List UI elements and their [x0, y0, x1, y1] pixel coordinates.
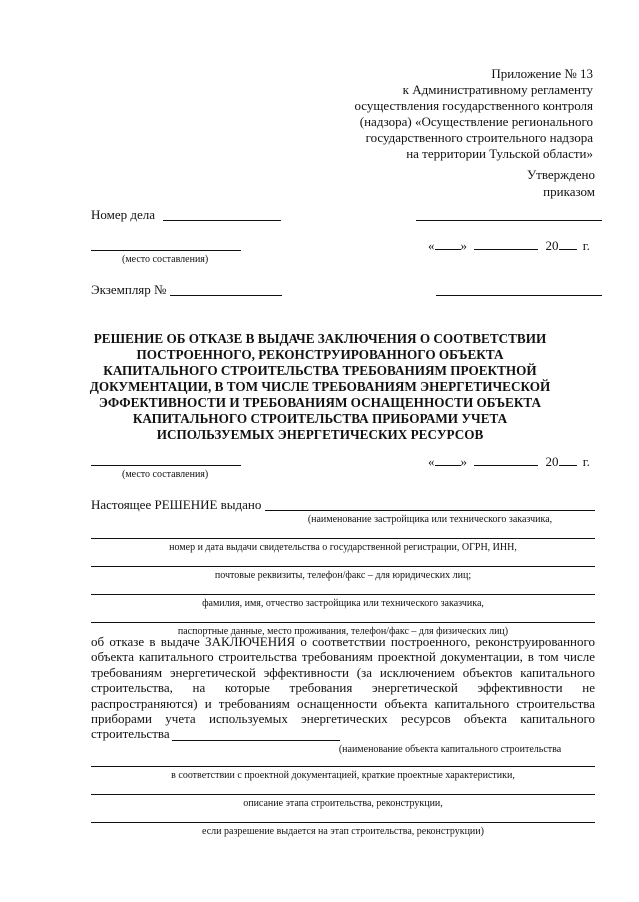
registration-field[interactable]: [91, 538, 595, 539]
open-quote: «: [428, 454, 435, 469]
close-quote: »: [460, 238, 467, 253]
object-name-field[interactable]: [172, 740, 340, 741]
case-number-field[interactable]: [163, 220, 281, 221]
place-field-bottom[interactable]: [91, 465, 241, 466]
caption-registration: номер и дата выдачи свидетельства о государственной регистрации, ОГРН, ИНН,: [169, 542, 517, 553]
approval-order-field[interactable]: [416, 220, 602, 221]
issued-to-field[interactable]: [265, 510, 595, 511]
case-number-label: Номер дела: [91, 207, 156, 222]
date-row-bottom: [428, 454, 590, 470]
place-field-top[interactable]: [91, 250, 241, 251]
issued-label: Настоящее РЕШЕНИЕ выдано: [91, 497, 262, 512]
caption-object-name: (наименование объекта капитального строительства: [338, 744, 562, 755]
year-prefix: 20: [545, 238, 559, 253]
year-suffix: г.: [582, 454, 590, 469]
year-prefix: 20: [545, 454, 559, 469]
copy-number-label: Экземпляр №: [91, 282, 167, 297]
project-field[interactable]: [91, 766, 595, 767]
day-field[interactable]: [435, 239, 461, 250]
body-paragraph: об отказе в выдаче ЗАКЛЮЧЕНИЯ о соответствии построенного, реконструированного объекта капитального строительства требованиям проектной документации, в том числе требованиям энергетической эффективности (за исключением объектов капитального строительства, на которые требования энергетической эффективности не распространяются) и требованиям оснащенности объекта капитального строительства приборами учета используемых энергетических ресурсов объекта капитального строительства: [91, 634, 595, 742]
appendix-line: на территории Тульской области»: [406, 146, 593, 161]
caption-permit: если разрешение выдается на этап строительства, реконструкции): [202, 826, 484, 837]
place-caption-bottom: (место составления): [122, 469, 209, 480]
copy-number-field[interactable]: [170, 295, 282, 296]
document-title: РЕШЕНИЕ ОБ ОТКАЗЕ В ВЫДАЧЕ ЗАКЛЮЧЕНИЯ О СООТВЕТСТВИИ ПОСТРОЕННОГО, РЕКОНСТРУИРОВАННОГО ОБЪЕКТА КАПИТАЛЬНОГО СТРОИТЕЛЬСТВА ТРЕБОВАНИЯМ ПРОЕКТНОЙ ДОКУМЕНТАЦИИ, В ТОМ ЧИСЛЕ ТРЕБОВАНИЯМ ЭНЕРГЕТИЧЕСКОЙ ЭФФЕКТИВНОСТИ И ТРЕБОВАНИЯМ ОСНАЩЕННОСТИ ОБЪЕКТА КАПИТАЛЬНОГО СТРОИТЕЛЬСТВА ПРИБОРАМИ УЧЕТА ИСПОЛЬЗУЕМЫХ ЭНЕРГЕТИЧЕСКИХ РЕСУРСОВ: [89, 331, 551, 442]
stage-field[interactable]: [91, 794, 595, 795]
permit-field[interactable]: [91, 822, 595, 823]
caption-passport: паспортные данные, место проживания, телефон/факс – для физических лиц): [177, 626, 509, 637]
month-field[interactable]: [474, 455, 538, 466]
caption-developer: (наименование застройщика или технического заказчика,: [307, 514, 553, 525]
year-field[interactable]: [559, 455, 577, 466]
month-field[interactable]: [474, 239, 538, 250]
place-caption-top: (место составления): [122, 254, 209, 265]
appendix-line: Приложение № 13: [491, 66, 593, 81]
caption-fio: фамилия, имя, отчество застройщика или технического заказчика,: [202, 598, 484, 609]
appendix-header: [293, 66, 593, 162]
fio-field[interactable]: [91, 594, 595, 595]
year-field[interactable]: [559, 239, 577, 250]
appendix-line: осуществления государственного контроля: [354, 98, 593, 113]
passport-field[interactable]: [91, 622, 595, 623]
date-row-top: [428, 238, 590, 254]
day-field[interactable]: [435, 455, 461, 466]
postal-field[interactable]: [91, 566, 595, 567]
caption-postal: почтовые реквизиты, телефон/факс – для юридических лиц;: [214, 570, 472, 581]
year-suffix: г.: [582, 238, 590, 253]
signature-field[interactable]: [436, 295, 602, 296]
appendix-line: (надзора) «Осуществление регионального: [359, 114, 593, 129]
approved-line: Утверждено: [526, 167, 595, 182]
close-quote: »: [460, 454, 467, 469]
caption-stage: описание этапа строительства, реконструкции,: [243, 798, 443, 809]
approved-block: [395, 166, 595, 200]
appendix-line: к Административному регламенту: [402, 82, 593, 97]
caption-project: в соответствии с проектной документацией, краткие проектные характеристики,: [171, 770, 515, 781]
order-line: приказом: [543, 184, 595, 199]
open-quote: «: [428, 238, 435, 253]
appendix-line: государственного строительного надзора: [365, 130, 593, 145]
